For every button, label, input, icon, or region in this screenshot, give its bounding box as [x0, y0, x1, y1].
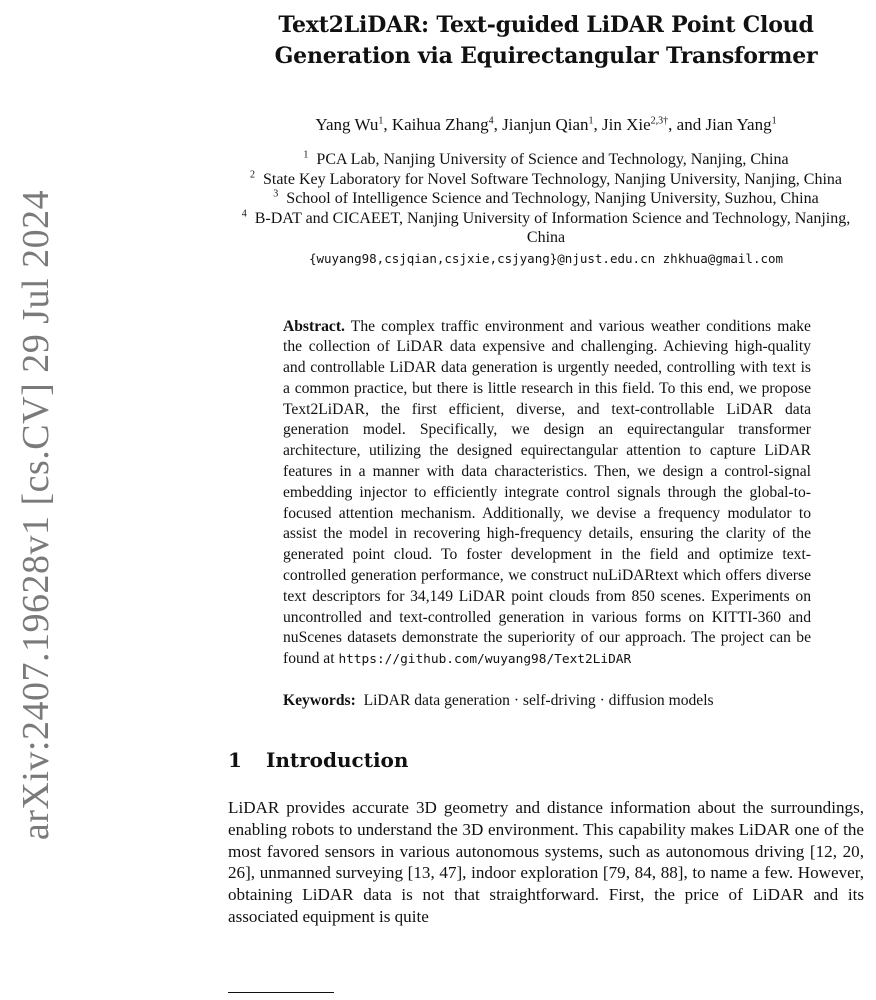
footnote-rule [228, 992, 334, 993]
abstract [283, 317, 811, 672]
keywords-label: Keywords: [283, 692, 356, 710]
section-title: Introduction [266, 748, 409, 773]
author-emails: {wuyang98,csjqian,csjxie,csjyang}@njust.edu.cn zhkhua@gmail.com [308, 250, 784, 266]
keywords [283, 691, 811, 711]
keywords-text: LiDAR data generation · self-driving · diffusion models [363, 692, 714, 710]
introduction-paragraph: LiDAR provides accurate 3D geometry and distance information about the surroundings, enabling robots to understand the 3D environment. This capability makes LiDAR one of the most favored sensors in various autonomous systems, such as autonomous driving [12, 20, 26], unmanned surveying [13, 47], indoor exploration [79, 84, 88], to name a few. However, obtaining LiDAR data is not that straightforward. First, the price of LiDAR and its associated equipment is quite [228, 798, 864, 927]
abstract-label: Abstract. [283, 317, 345, 335]
affiliation: $^2$ State Key Laboratory for Novel Software Technology, Nanjing University, Nanjing, China [249, 169, 843, 188]
section-number: 1 [228, 748, 242, 773]
project-link[interactable]: https://github.com/wuyang98/Text2LiDAR [338, 652, 632, 668]
author: Yang Wu$^1$ [315, 115, 384, 134]
affiliation-list [228, 150, 864, 248]
affiliation: $^3$ School of Intelligence Science and Technology, Nanjing University, Suzhou, China [273, 188, 819, 207]
author: Kaihua Zhang$^4$ [391, 115, 494, 134]
arxiv-identifier-stamp [0, 0, 68, 1000]
author: Jin Xie$^{2,3\dagger}$ [602, 115, 669, 134]
author: Jian Yang$^1$ [705, 115, 777, 134]
affiliation: $^1$ PCA Lab, Nanjing University of Science and Technology, Nanjing, China [303, 149, 789, 168]
author-list: Yang Wu$^1$, Kaihua Zhang$^4$, Jianjun Qian$^1$, Jin Xie$^{2,3\dagger}$, and Jian Yang$^1$ [315, 115, 777, 134]
abstract-text: The complex traffic environment and various weather conditions make the collection of LiDAR data expensive and challenging. Achieving high-quality and controllable LiDAR data generation is urgently needed, controlling with text is a common practice, but there is little research in this field. To this end, we propose Text2LiDAR, the first efficient, diverse, and text-controllable LiDAR data generation model. Specifically, we design an equirectangular transformer architecture, utilizing the designed equirectangular attention to capture LiDAR features in a manner with data characteristics. Then, we design a control-signal embedding injector to efficiently integrate control signals through the global-to-focused attention mechanism. Additionally, we devise a frequency modulator to assist the model in recovering high-frequency details, ensuring the clarity of the generated point cloud. To foster development in the field and optimize text-controlled generation performance, we construct nuLiDARtext which offers diverse text descriptors for 34,149 LiDAR point clouds from 850 scenes. Experiments on uncontrolled and text-controlled generation in various forms on KITTI-360 and nuScenes datasets demonstrate the superiority of our approach. The project can be found at [283, 317, 811, 668]
arxiv-identifier-text: arXiv:2407.19628v1 [cs.CV] 29 Jul 2024 [15, 189, 57, 841]
section-heading-introduction [228, 747, 864, 773]
paper-title [228, 10, 864, 72]
paper-title-line-1: Text2LiDAR: Text-guided LiDAR Point Cloud [278, 12, 814, 38]
affiliation: $^4$ B-DAT and CICAEET, Nanjing University of Information Science and Technology, Nanjing, China [241, 208, 851, 246]
author: Jianjun Qian$^1$ [502, 115, 594, 134]
paper-title-line-2: Generation via Equirectangular Transformer [274, 43, 818, 69]
paper-page [228, 0, 864, 928]
